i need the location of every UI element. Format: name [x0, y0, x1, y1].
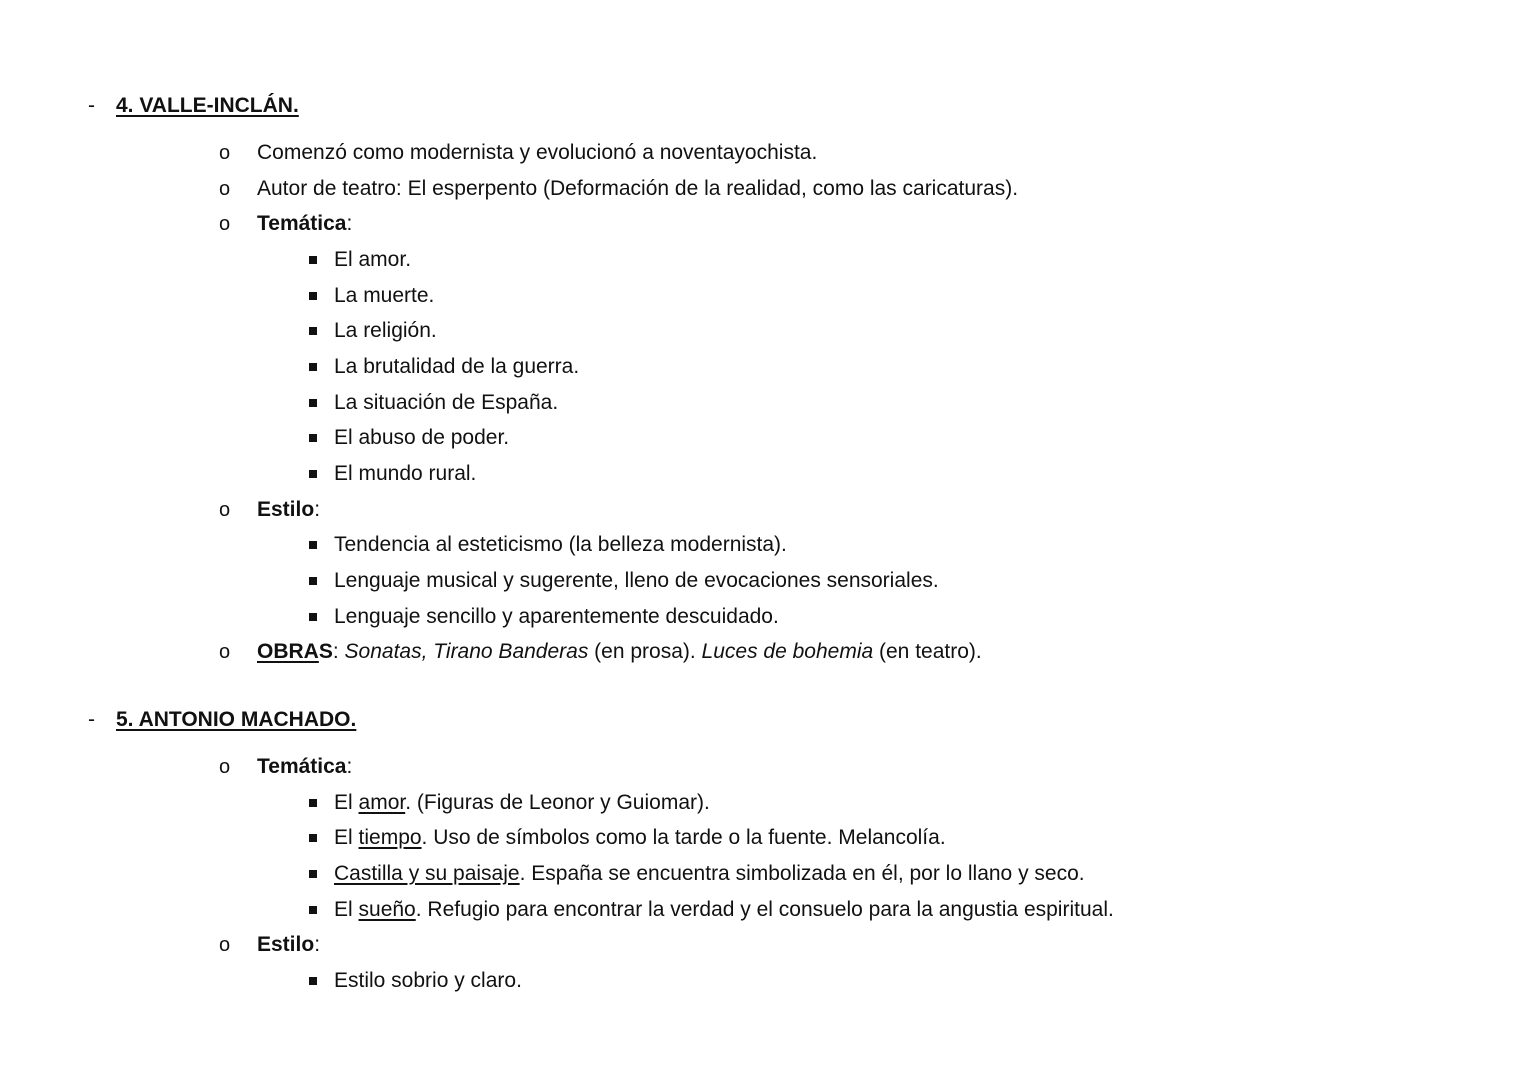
square-bullet: [309, 613, 317, 621]
obras-teatro: (en teatro).: [873, 640, 982, 663]
square-bullet: [309, 977, 317, 985]
square-bullet: [309, 327, 317, 335]
section-4-title: 4. VALLE-INCLÁN.: [116, 94, 299, 117]
square-bullet: [309, 363, 317, 371]
item-underlined: tiempo: [358, 826, 422, 849]
square-bullet: [309, 292, 317, 300]
estilo-heading: [257, 931, 320, 959]
square-bullet: [309, 870, 317, 878]
item-pre: El: [334, 826, 359, 849]
square-bullet: [309, 399, 317, 407]
colon: :: [346, 755, 353, 778]
dash-marker: -: [88, 94, 95, 117]
obras-sonatas: Sonatas, Tirano Banderas: [344, 640, 589, 663]
tematica-heading: [257, 210, 352, 238]
square-bullet: [309, 906, 317, 914]
estilo-label: Estilo: [257, 933, 315, 956]
item-text: [334, 789, 710, 817]
item-text: Autor de teatro: El esperpento (Deformación de la realidad, como las caricaturas).: [257, 177, 1019, 200]
item-text: El mundo rural.: [334, 462, 477, 485]
item-text: La muerte.: [334, 284, 435, 307]
square-bullet: [309, 799, 317, 807]
estilo-label: Estilo: [257, 498, 315, 521]
circle-bullet: o: [219, 142, 231, 164]
section-5-title: 5. ANTONIO MACHADO.: [116, 708, 357, 731]
square-bullet: [309, 434, 317, 442]
circle-bullet: o: [219, 499, 231, 521]
item-text: El amor.: [334, 248, 412, 271]
item-text: Tendencia al esteticismo (la belleza modernista).: [334, 533, 787, 556]
item-text: El abuso de poder.: [334, 426, 510, 449]
item-text: [334, 896, 1114, 924]
obras-colon: :: [332, 640, 345, 663]
item-text: Lenguaje musical y sugerente, lleno de evocaciones sensoriales.: [334, 569, 939, 592]
item-pre: El: [334, 898, 359, 921]
colon: :: [314, 933, 321, 956]
square-bullet: [309, 541, 317, 549]
item-text: La situación de España.: [334, 391, 559, 414]
item-text: La brutalidad de la guerra.: [334, 355, 580, 378]
item-text: [334, 860, 1085, 888]
item-underlined: sueño: [358, 898, 416, 921]
item-text: [334, 824, 946, 852]
colon: :: [314, 498, 321, 521]
tematica-heading: [257, 753, 352, 781]
estilo-heading: [257, 496, 320, 524]
obras-luces: Luces de bohemia: [701, 640, 874, 663]
item-post: . Refugio para encontrar la verdad y el consuelo para la angustia espiritual.: [415, 898, 1114, 921]
item-post: . Uso de símbolos como la tarde o la fuente. Melancolía.: [421, 826, 946, 849]
item-post: . (Figuras de Leonor y Guiomar).: [405, 791, 710, 814]
dash-marker: -: [88, 708, 95, 731]
obras-prosa: (en prosa).: [588, 640, 702, 663]
colon: :: [346, 212, 353, 235]
tematica-label: Temática: [257, 212, 347, 235]
circle-bullet: o: [219, 934, 231, 956]
obras-label-underlined: OBRA: [257, 640, 319, 663]
item-text: Comenzó como modernista y evolucionó a noventayochista.: [257, 141, 818, 164]
square-bullet: [309, 834, 317, 842]
square-bullet: [309, 256, 317, 264]
circle-bullet: o: [219, 756, 231, 778]
item-underlined: amor: [358, 791, 406, 814]
tematica-label: Temática: [257, 755, 347, 778]
item-text: Estilo sobrio y claro.: [334, 969, 522, 992]
square-bullet: [309, 470, 317, 478]
circle-bullet: o: [219, 213, 231, 235]
square-bullet: [309, 577, 317, 585]
obras-label: [257, 640, 333, 663]
item-post: . España se encuentra simbolizada en él, por lo llano y seco.: [519, 862, 1085, 885]
circle-bullet: o: [219, 178, 231, 200]
obras-line: [257, 638, 982, 666]
item-text: Lenguaje sencillo y aparentemente descuidado.: [334, 605, 779, 628]
item-pre: El: [334, 791, 359, 814]
item-underlined: Castilla y su paisaje: [334, 862, 520, 885]
item-text: La religión.: [334, 319, 437, 342]
obras-label-rest: S: [318, 640, 333, 663]
circle-bullet: o: [219, 641, 231, 663]
